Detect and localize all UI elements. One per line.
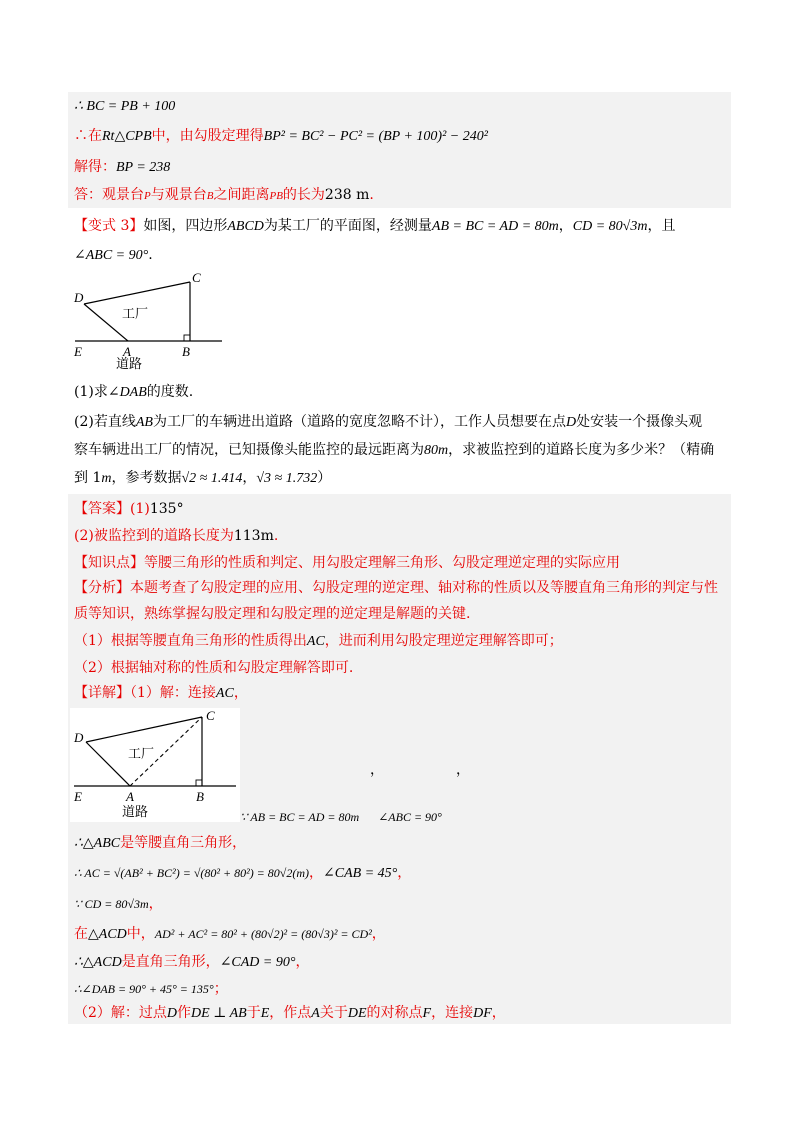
label-d-2: D xyxy=(74,730,84,745)
label-e: E xyxy=(74,344,82,359)
label-c: C xyxy=(192,270,201,285)
detail-line-1: 【详解】（1）解：连接AC， xyxy=(74,685,248,701)
label-e-2: E xyxy=(74,789,82,804)
solution-line-2: ∴在Rt△CPB中，由勾股定理得BP² = BC² − PC² = (BP + 100)² − 240² xyxy=(74,128,488,144)
solution-line-3: 解得：BP = 238 xyxy=(74,159,171,175)
label-factory-2: 工厂 xyxy=(128,746,155,761)
solution-line-1: ∴ BC = PB + 100 xyxy=(74,99,176,114)
solution-answer-line: 答：观景台P与观景台B之间距离PB的长为238 m. xyxy=(74,187,374,203)
variant-line-2: ∠ABC = 90°. xyxy=(74,247,153,263)
answer-line-2: (2)被监控到的道路长度为113m. xyxy=(74,528,279,544)
label-road-2: 道路 xyxy=(122,804,149,819)
analysis-line-3: （1）根据等腰直角三角形的性质得出AC，进而利用勾股定理逆定理解答即可； xyxy=(74,633,563,649)
question-2-line-2: 察车辆进出工厂的情况，已知摄像头能监控的最远距离为80m，求被监控到的道路长度为多少米？（精确 xyxy=(74,442,715,458)
label-c-2: C xyxy=(206,708,215,723)
label-b: B xyxy=(182,344,190,359)
detail-step-5: 在△ACD中，AD² + AC² = 80² + (80√2)² = (80√3)² = CD²， xyxy=(74,926,386,942)
analysis-line-2: 质等知识，熟练掌握勾股定理和勾股定理的逆定理是解题的关键. xyxy=(74,606,471,622)
stray-comma-2: ， xyxy=(456,762,470,778)
question-2-line-3: 到 1m，参考数据√2 ≈ 1.414，√3 ≈ 1.732） xyxy=(74,470,332,486)
detail-step-1: ∵ AB = BC = AD = 80m ∠ABC = 90° xyxy=(240,810,442,824)
question-1: (1)求∠DAB的度数. xyxy=(74,384,194,400)
detail-step-2: ∴△ABC是等腰直角三角形， xyxy=(74,835,247,851)
detail-step-4: ∵ CD = 80√3m， xyxy=(74,896,163,912)
factory-figure-1 xyxy=(70,268,230,376)
knowledge-point: 【知识点】等腰三角形的性质和判定、用勾股定理解三角形、勾股定理逆定理的实际应用 xyxy=(74,555,620,571)
label-a-2: A xyxy=(126,789,134,804)
label-b-2: B xyxy=(196,789,204,804)
detail-step-3: ∴ AC = √(AB² + BC²) = √(80² + 80²) = 80√2(m)，∠CAB = 45°， xyxy=(74,865,412,881)
knowledge-tag: 【知识点】 xyxy=(74,555,144,571)
label-d: D xyxy=(74,290,84,305)
variant-tag: 【变式 3】 xyxy=(74,218,144,234)
analysis-tag: 【分析】 xyxy=(74,580,130,596)
label-road: 道路 xyxy=(116,356,143,371)
label-a: A xyxy=(123,344,131,359)
factory-figure-2 xyxy=(70,708,240,822)
question-2-line-1: (2)若直线AB为工厂的车辆进出道路（道路的宽度忽略不计），工作人员想要在点D处安装一个摄像头观 xyxy=(74,414,703,430)
answer-tag: 【答案】 xyxy=(74,501,130,517)
label-factory: 工厂 xyxy=(122,306,149,321)
variant-line-1: 【变式 3】如图，四边形ABCD为某工厂的平面图，经测量AB = BC = AD = 80m，CD = 80√3m，且 xyxy=(74,218,676,234)
detail-step-6: ∴△ACD是直角三角形，∠CAD = 90°， xyxy=(74,954,310,970)
stray-comma-1: ， xyxy=(370,762,384,778)
detail-tag: 【详解】 xyxy=(74,685,130,701)
detail-step-7: ∴∠DAB = 90° + 45° = 135°； xyxy=(74,981,228,997)
answer-line-1: 【答案】(1)135° xyxy=(74,501,184,517)
detail-step-8: （2）解：过点D作DE ⊥ AB于E，作点A关于DE的对称点F，连接DF， xyxy=(74,1005,506,1021)
analysis-line-4: （2）根据轴对称的性质和勾股定理解答即可. xyxy=(74,660,354,676)
analysis-line-1: 【分析】本题考查了勾股定理的应用、勾股定理的逆定理、轴对称的性质以及等腰直角三角形的判定与性 xyxy=(74,580,718,596)
